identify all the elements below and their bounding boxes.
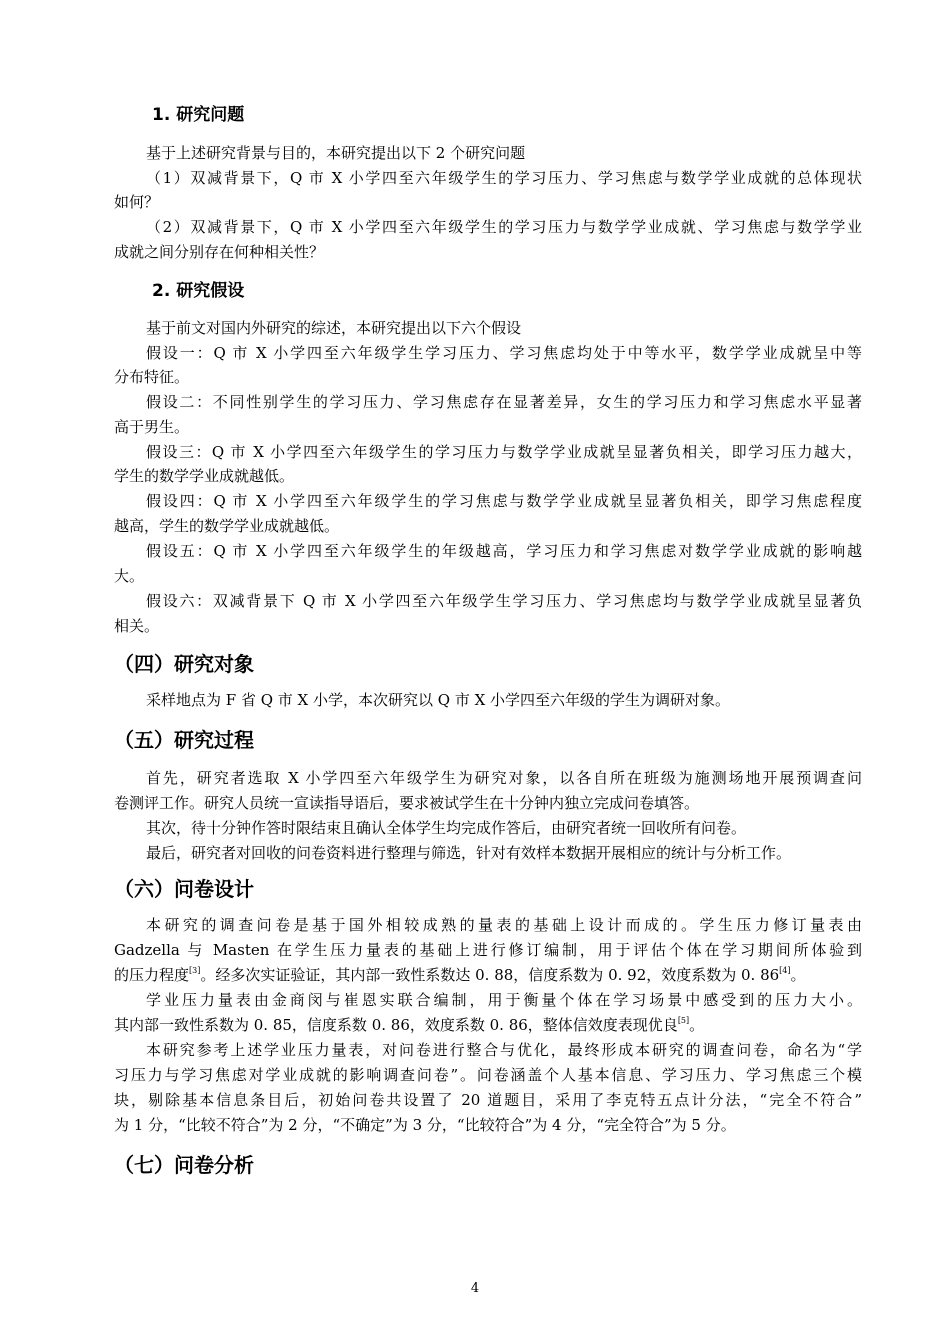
paragraph-line: 为 1 分，“比较不符合”为 2 分，“不确定”为 3 分，“比较符合”为 4 分，“完全符合”为 5 分。 <box>114 1116 736 1134</box>
paragraph-line: 卷测评工作。研究人员统一宣读指导语后，要求被试学生在十分钟内独立完成问卷填答。 <box>114 794 700 812</box>
text-span: 的压力程度 <box>114 966 190 984</box>
citation-ref-5: [5] <box>677 1016 690 1025</box>
text-span: 。 <box>689 1016 705 1034</box>
paragraph-line: 分布特征。 <box>114 368 190 386</box>
paragraph-line: 采样地点为 F 省 Q 市 X 小学，本次研究以 Q 市 X 小学四至六年级的学生为调研对象。 <box>146 691 731 709</box>
heading-research-questions: 1. 研究问题 <box>152 105 245 125</box>
text-span: 。经多次实证验证，其内部一致性系数达 0. 88，信度系数为 0. 92，效度系数为 0. 86 <box>200 966 780 984</box>
paragraph-line: 大。 <box>114 567 145 585</box>
paragraph-line: 相关。 <box>114 617 160 635</box>
paragraph-line <box>114 965 862 985</box>
paragraph-line: 基于前文对国内外研究的综述，本研究提出以下六个假设 <box>146 319 522 337</box>
citation-ref-4: [4] <box>779 966 791 975</box>
heading-research-subjects: （四）研究对象 <box>114 652 254 676</box>
paragraph-line: （2）双减背景下，Q 市 X 小学四至六年级学生的学习压力与数学学业成就、学习焦虑与数学学业 <box>146 218 862 236</box>
heading-questionnaire-analysis: （七）问卷分析 <box>114 1153 254 1177</box>
paragraph-line: 假设四：Q 市 X 小学四至六年级学生的学习焦虑与数学学业成就呈显著负相关，即学习焦虑程度 <box>146 492 862 510</box>
text-span: 其内部一致性系数为 0. 85，信度系数 0. 86，效度系数 0. 86，整体信效度表现优良 <box>114 1016 678 1034</box>
paragraph-line: 假设三：Q 市 X 小学四至六年级学生的学习压力与数学学业成就呈显著负相关，即学习压力越大， <box>146 443 862 461</box>
citation-ref-3: [3] <box>189 966 201 975</box>
paragraph-line: 高于男生。 <box>114 418 190 436</box>
paragraph-line: 成就之间分别存在何种相关性？ <box>114 243 325 261</box>
paragraph-line: 假设六：双减背景下 Q 市 X 小学四至六年级学生学习压力、学习焦虑均与数学学业成就呈显著负 <box>146 592 862 610</box>
paragraph-line: 本研究参考上述学业压力量表，对问卷进行整合与优化，最终形成本研究的调查问卷，命名为“学 <box>146 1041 862 1059</box>
paragraph-line: 块，剔除基本信息条目后，初始问卷共设置了 20 道题目，采用了李克特五点计分法，“完全不符合” <box>114 1091 862 1109</box>
paragraph-line: 假设一：Q 市 X 小学四至六年级学生学习压力、学习焦虑均处于中等水平，数学学业成就呈中等 <box>146 344 862 362</box>
paragraph-line: 学生的数学学业成就越低。 <box>114 467 295 485</box>
paragraph-line: 越高，学生的数学学业成就越低。 <box>114 517 340 535</box>
paragraph-line: 最后，研究者对回收的问卷资料进行整理与筛选，针对有效样本数据开展相应的统计与分析工作。 <box>146 844 792 862</box>
text-span: 。 <box>790 966 806 984</box>
paragraph-line: 首先，研究者选取 X 小学四至六年级学生为研究对象，以各自所在班级为施测场地开展预调查问 <box>146 769 862 787</box>
paragraph-line: Gadzella 与 Masten 在学生压力量表的基础上进行修订编制，用于评估个体在学习期间所体验到 <box>114 941 862 959</box>
paragraph-line: 其次，待十分钟作答时限结束且确认全体学生均完成作答后，由研究者统一回收所有问卷。 <box>146 819 747 837</box>
paragraph-line: 学业压力量表由金商闵与崔恩实联合编制，用于衡量个体在学习场景中感受到的压力大小。 <box>146 991 862 1009</box>
heading-research-hypotheses: 2. 研究假设 <box>152 281 245 301</box>
page-number: 4 <box>470 1281 480 1296</box>
paragraph-line: 假设五：Q 市 X 小学四至六年级学生的年级越高，学习压力和学习焦虑对数学学业成就的影响越 <box>146 542 862 560</box>
paragraph-line: 本研究的调查问卷是基于国外相较成熟的量表的基础上设计而成的。学生压力修订量表由 <box>146 916 862 934</box>
paragraph-line: 习压力与学习焦虑对学业成就的影响调查问卷”。问卷涵盖个人基本信息、学习压力、学习焦虑三个模 <box>114 1066 862 1084</box>
heading-research-process: （五）研究过程 <box>114 728 254 752</box>
paragraph-line <box>114 1015 862 1035</box>
paragraph-line: （1）双减背景下，Q 市 X 小学四至六年级学生的学习压力、学习焦虑与数学学业成就的总体现状 <box>146 169 862 187</box>
paragraph-line: 如何？ <box>114 193 160 211</box>
paragraph-line: 基于上述研究背景与目的，本研究提出以下 2 个研究问题 <box>146 144 526 162</box>
heading-questionnaire-design: （六）问卷设计 <box>114 877 254 901</box>
paragraph-line: 假设二：不同性别学生的学习压力、学习焦虑存在显著差异，女生的学习压力和学习焦虑水平显著 <box>146 393 862 411</box>
